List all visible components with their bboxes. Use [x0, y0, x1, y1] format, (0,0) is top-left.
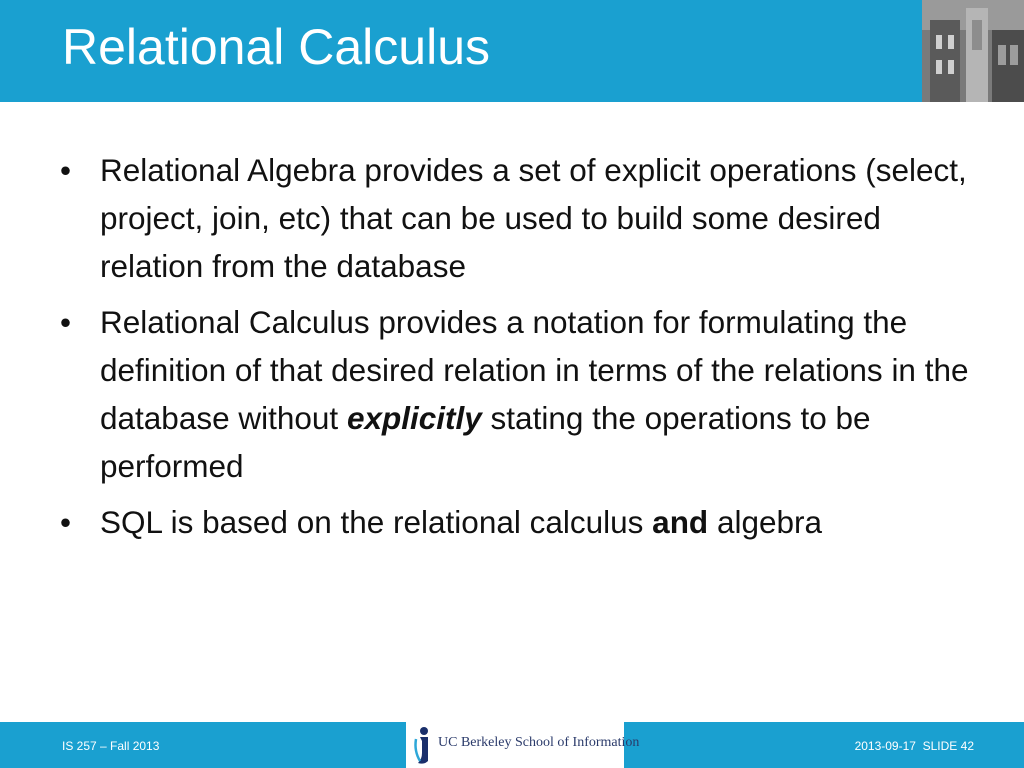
bullet-marker: •	[60, 504, 72, 540]
bullet-marker: •	[60, 152, 72, 188]
bullet-item	[58, 146, 978, 290]
footer-bar	[0, 722, 1024, 768]
slide-info	[855, 739, 974, 753]
bullet-text: Relational Algebra provides a set of explicit operations (select, project, join, etc) that can be used to build some desired relation from the database	[100, 152, 967, 284]
bullet-text: stating the operations to be performed	[100, 400, 871, 484]
logo-text: UC Berkeley School of Information	[438, 735, 640, 750]
slide-title: Relational Calculus	[62, 19, 491, 75]
building-photo-icon	[922, 0, 1024, 102]
slide-date: 2013-09-17	[854, 739, 916, 753]
bullet-text: SQL is based on the relational calculus	[100, 504, 644, 540]
footer-logo	[406, 722, 640, 768]
bullet-item	[58, 298, 978, 490]
bullet-item	[58, 498, 978, 546]
bullet-text: Relational Calculus provides a notation for formulating the definition of that desired relation in terms of the relations in the database without	[100, 304, 969, 436]
bullet-emphasis: explicitly	[346, 400, 482, 436]
course-label: IS 257 – Fall 2013	[62, 739, 160, 753]
bullet-text: algebra	[716, 504, 823, 540]
slide-number: SLIDE 42	[922, 739, 974, 753]
ischool-logo-icon	[412, 725, 434, 768]
bullet-list	[58, 146, 978, 554]
bullet-emphasis: and	[652, 504, 709, 540]
title-bar	[0, 0, 1024, 102]
bullet-marker: •	[60, 304, 72, 340]
